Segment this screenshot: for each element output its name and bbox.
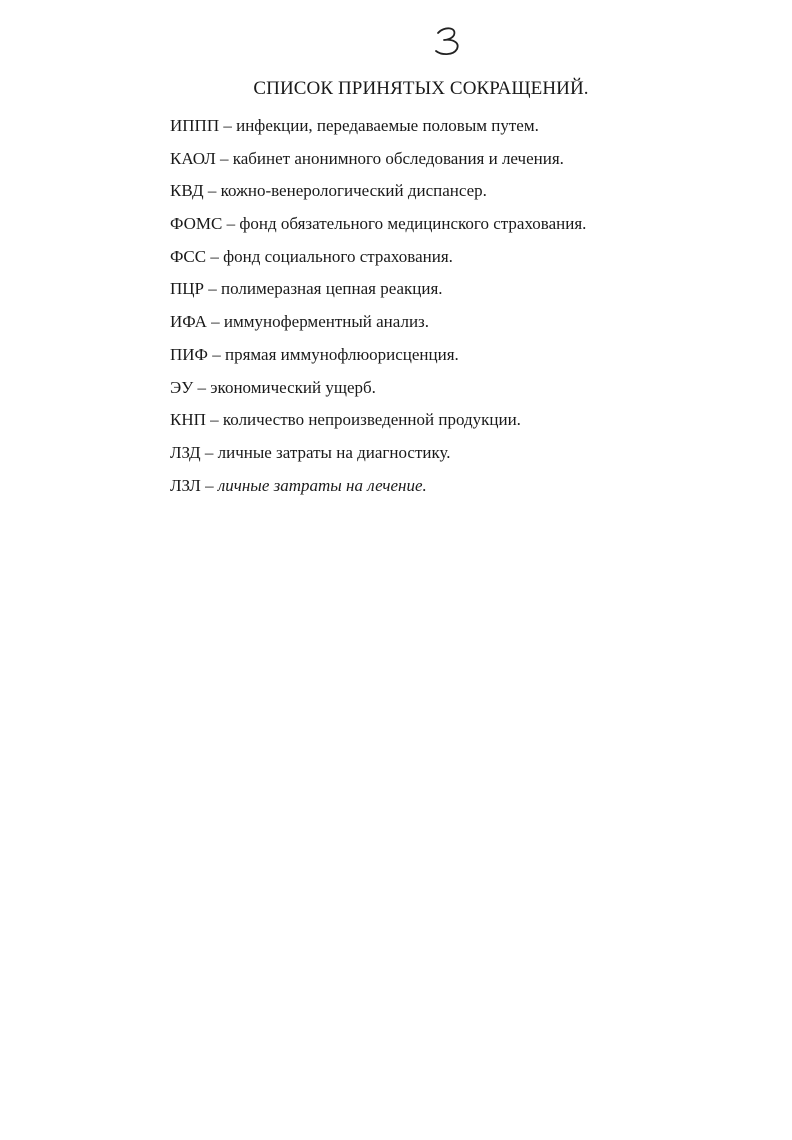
abbreviation-definition: иммуноферментный анализ. (223, 312, 430, 332)
handwritten-page-number (430, 24, 470, 58)
abbreviation-item (170, 110, 586, 143)
dash-separator: – (208, 279, 217, 299)
abbreviation-definition: экономический ущерб. (210, 377, 376, 397)
abbreviation-term: ФСС (170, 246, 207, 266)
dash-separator: – (210, 410, 219, 430)
abbreviation-definition: фонд обязательного медицинского страхования. (239, 214, 587, 234)
abbreviation-list (170, 110, 586, 502)
abbreviation-definition: личные затраты на диагностику. (217, 442, 451, 462)
abbreviation-definition: личные затраты на лечение. (217, 475, 427, 495)
abbreviation-term: КНП (170, 410, 206, 430)
abbreviation-item (170, 306, 586, 339)
abbreviation-item (170, 175, 586, 208)
abbreviation-item (170, 404, 586, 437)
dash-separator: – (223, 116, 232, 135)
abbreviation-item (170, 470, 586, 503)
abbreviation-term: КАОЛ (170, 148, 216, 168)
abbreviation-term: ФОМС (170, 214, 223, 234)
abbreviation-definition: прямая иммунофлюорисценция. (224, 344, 459, 364)
abbreviation-item (170, 208, 586, 241)
dash-separator: – (226, 214, 236, 234)
abbreviation-item (170, 372, 586, 405)
abbreviation-definition: инфекции, передаваемые половым путем. (236, 116, 539, 135)
abbreviation-term: ПИФ (170, 344, 208, 364)
dash-separator: – (207, 181, 217, 201)
abbreviation-definition: фонд социального страхования. (223, 246, 453, 266)
dash-separator: – (219, 148, 229, 168)
abbreviation-definition: кожно-венерологический диспансер. (220, 181, 487, 201)
abbreviation-term: ИППП (170, 116, 220, 135)
abbreviation-item (170, 339, 586, 372)
abbreviation-term: ИФА (170, 312, 207, 332)
abbreviation-term: ЭУ (170, 377, 194, 397)
abbreviation-definition: кабинет анонимного обследования и лечения. (232, 148, 564, 168)
abbreviation-item (170, 241, 586, 274)
abbreviation-item (170, 437, 586, 470)
abbreviation-term: ПЦР (170, 279, 205, 299)
dash-separator: – (211, 312, 220, 332)
abbreviation-item (170, 273, 586, 306)
abbreviation-term: ЛЗД (170, 442, 201, 462)
abbreviation-term: КВД (170, 181, 204, 201)
abbreviation-term: ЛЗЛ (170, 475, 201, 495)
abbreviation-definition: количество непроизведенной продукции. (222, 410, 521, 430)
abbreviation-item (170, 143, 586, 176)
dash-separator: – (197, 377, 207, 397)
dash-separator: – (204, 442, 214, 462)
dash-separator: – (212, 344, 221, 364)
page-title: СПИСОК ПРИНЯТЫХ СОКРАЩЕНИЙ. (253, 78, 589, 99)
handwritten-three-glyph (430, 24, 470, 58)
dash-separator: – (205, 475, 214, 495)
abbreviation-definition: полимеразная цепная реакция. (221, 279, 443, 299)
dash-separator: – (210, 246, 219, 266)
